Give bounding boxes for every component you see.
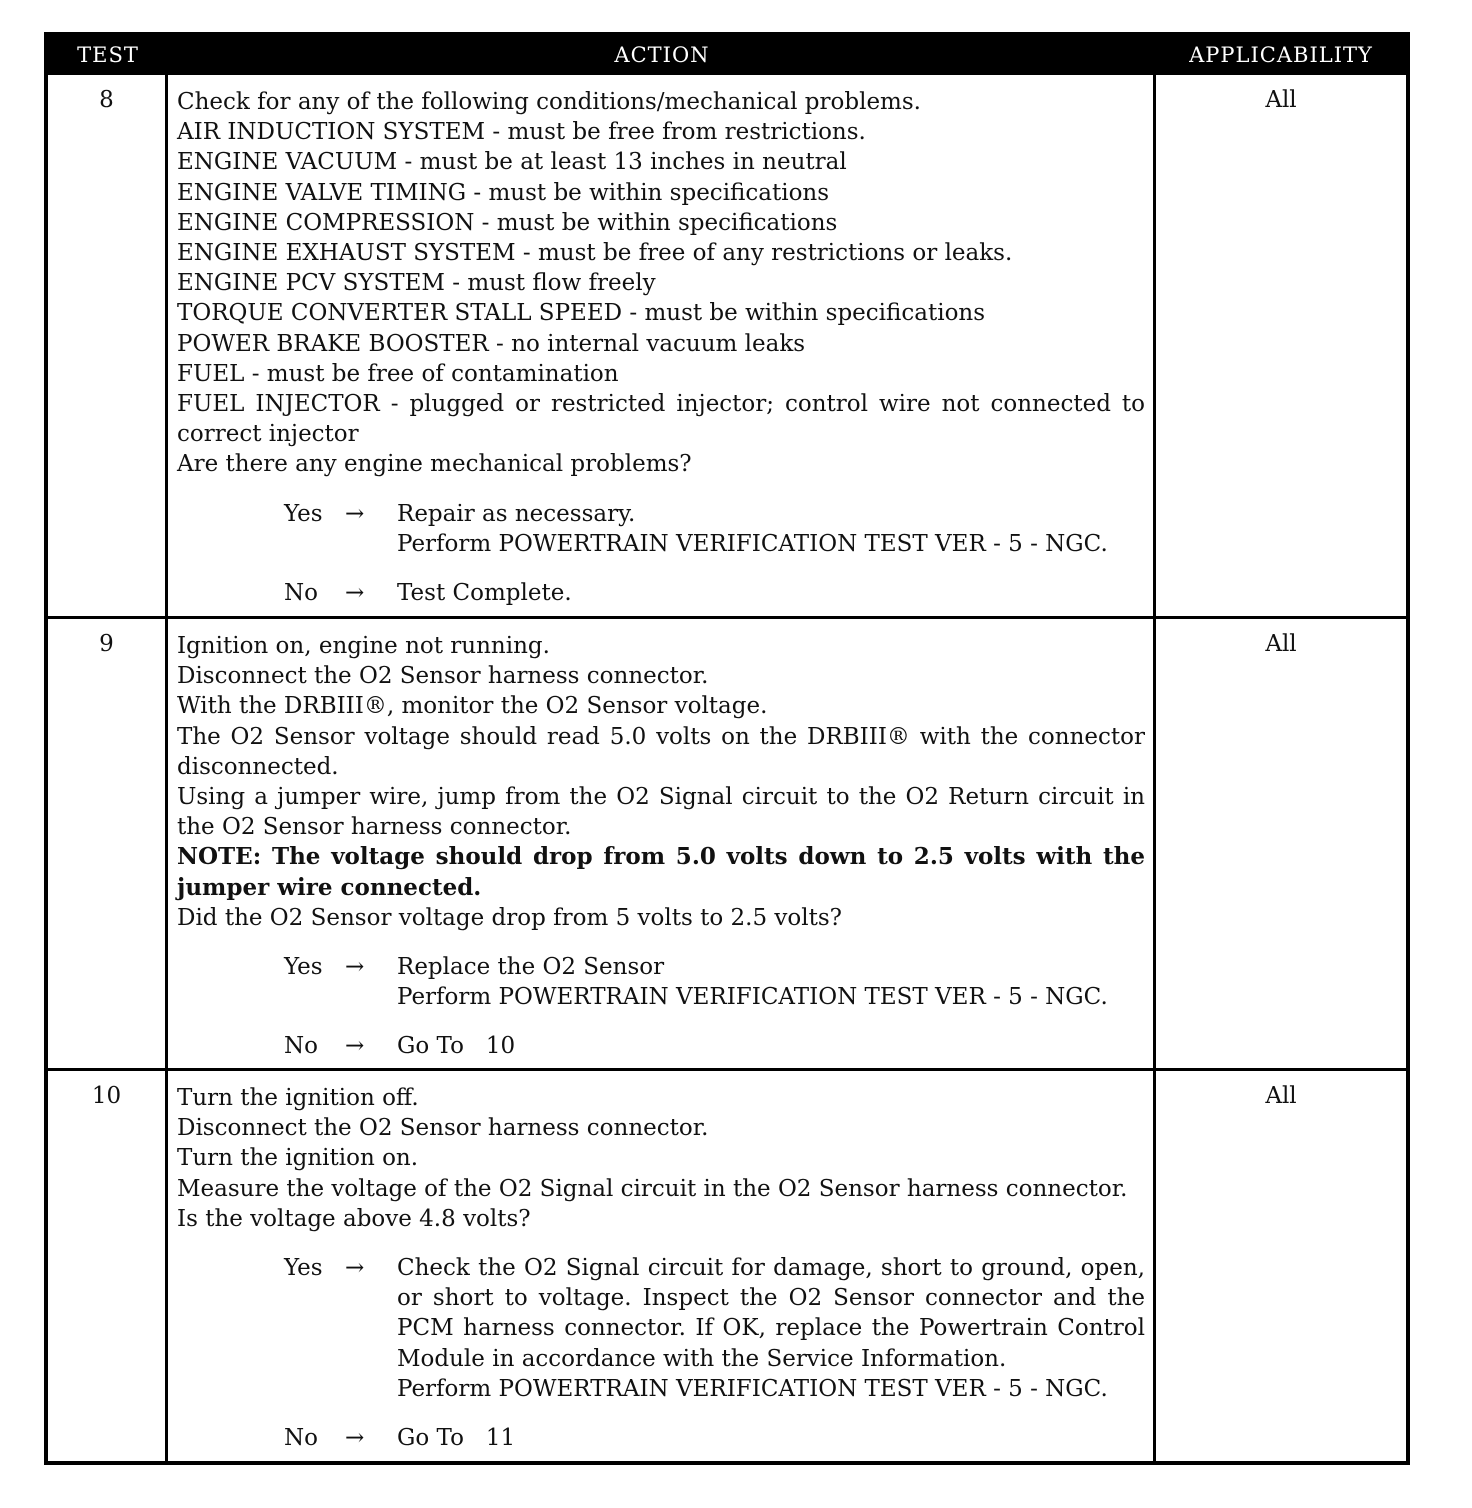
table-row — [48, 75, 1406, 619]
diagnostic-table — [44, 32, 1410, 1465]
arrow-icon: → — [345, 1425, 365, 1452]
test-number: 8 — [48, 75, 168, 616]
test-number: 10 — [48, 1071, 168, 1461]
action-line: Did the O2 Sensor voltage drop from 5 volts to 2.5 volts? — [177, 904, 842, 931]
header-test: TEST — [77, 43, 139, 67]
action-cell — [168, 1071, 1156, 1461]
yes-label: Yes — [284, 954, 323, 981]
yes-text: Replace the O2 Sensor — [397, 954, 665, 981]
no-label: No — [284, 1425, 318, 1452]
action-cell — [168, 75, 1156, 616]
applicability: All — [1265, 87, 1297, 113]
action-line: With the DRBIII®, monitor the O2 Sensor voltage. — [177, 693, 768, 720]
action-cell — [168, 619, 1156, 1068]
applicability: All — [1265, 1083, 1297, 1109]
header-applicability: APPLICABILITY — [1189, 43, 1373, 67]
yes-text: Repair as necessary. — [397, 500, 636, 527]
action-line: Disconnect the O2 Sensor harness connector. — [177, 1115, 709, 1142]
arrow-icon: → — [345, 580, 365, 607]
action-line: Turn the ignition off. — [177, 1085, 419, 1111]
yes-text: Check the O2 Signal circuit for damage, short to ground, open, or short to voltage. Inspect the O2 Sensor connector and the PCM harness connector. If OK, replace the Powertrain Control Module in accordance with the Service Information. — [397, 1255, 1145, 1372]
arrow-icon: → — [345, 1255, 365, 1282]
yes-answer — [177, 1253, 1145, 1404]
yes-text: Perform POWERTRAIN VERIFICATION TEST VER - 5 - NGC. — [397, 1375, 1108, 1402]
yes-text: Perform POWERTRAIN VERIFICATION TEST VER - 5 - NGC. — [397, 984, 1108, 1011]
action-line: Disconnect the O2 Sensor harness connector. — [177, 663, 709, 690]
applicability: All — [1265, 631, 1297, 657]
action-line: TORQUE CONVERTER STALL SPEED - must be within specifications — [177, 300, 986, 327]
yes-label: Yes — [284, 500, 323, 527]
action-line: ENGINE PCV SYSTEM - must flow freely — [177, 270, 656, 297]
action-line: The O2 Sensor voltage should read 5.0 volts on the DRBIII® with the connector disconnected. — [177, 723, 1145, 780]
no-answer — [177, 578, 1145, 608]
no-text: Go To 10 — [397, 1033, 516, 1060]
yes-label: Yes — [284, 1255, 323, 1282]
arrow-icon: → — [345, 1033, 365, 1060]
action-line: ENGINE VACUUM - must be at least 13 inches in neutral — [177, 149, 847, 176]
yes-answer — [177, 952, 1145, 1012]
action-line: AIR INDUCTION SYSTEM - must be free from restrictions. — [177, 119, 866, 146]
no-label: No — [284, 580, 318, 607]
action-line: ENGINE COMPRESSION - must be within specifications — [177, 209, 838, 236]
action-line: FUEL INJECTOR - plugged or restricted injector; control wire not connected to correct injector — [177, 391, 1145, 448]
header-action: ACTION — [614, 43, 710, 67]
action-line: Measure the voltage of the O2 Signal circuit in the O2 Sensor harness connector. — [177, 1175, 1128, 1202]
yes-text: Perform POWERTRAIN VERIFICATION TEST VER - 5 - NGC. — [397, 530, 1108, 557]
no-answer — [177, 1031, 1145, 1061]
action-line: Is the voltage above 4.8 volts? — [177, 1205, 531, 1232]
action-line: POWER BRAKE BOOSTER - no internal vacuum leaks — [177, 330, 806, 357]
no-label: No — [284, 1033, 318, 1060]
action-line: Check for any of the following conditions/mechanical problems. — [177, 89, 921, 115]
table-header — [48, 36, 1406, 75]
test-number: 9 — [48, 619, 168, 1068]
action-line: Using a jumper wire, jump from the O2 Signal circuit to the O2 Return circuit in the O2 Sensor harness connector. — [177, 784, 1145, 841]
action-line: Ignition on, engine not running. — [177, 633, 550, 659]
note-text: NOTE: The voltage should drop from 5.0 volts down to 2.5 volts with the jumper wire connected. — [177, 843, 1145, 901]
table-row — [48, 1071, 1406, 1461]
no-answer — [177, 1423, 1145, 1453]
arrow-icon: → — [345, 954, 365, 981]
action-line: Are there any engine mechanical problems? — [177, 451, 692, 478]
yes-answer — [177, 499, 1145, 559]
no-text: Go To 11 — [397, 1425, 516, 1452]
no-text: Test Complete. — [397, 580, 572, 607]
table-row — [48, 619, 1406, 1071]
action-line: ENGINE EXHAUST SYSTEM - must be free of any restrictions or leaks. — [177, 240, 1013, 267]
action-line: ENGINE VALVE TIMING - must be within specifications — [177, 179, 830, 206]
action-line: FUEL - must be free of contamination — [177, 360, 619, 387]
arrow-icon: → — [345, 500, 365, 527]
action-line: Turn the ignition on. — [177, 1145, 419, 1172]
